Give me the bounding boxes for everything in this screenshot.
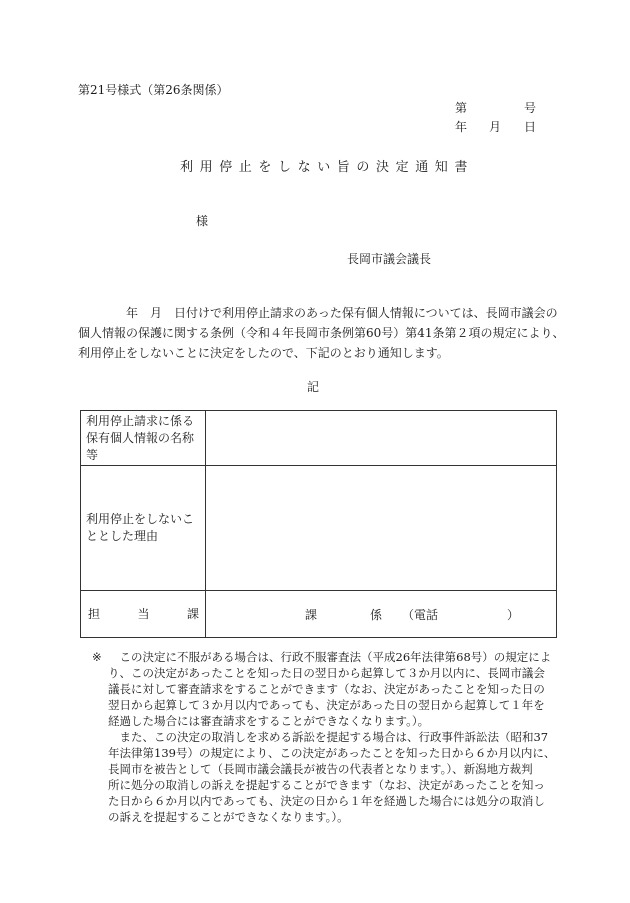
note-line: り、この決定があったことを知った日の翌日から起算して３か月以内に、長岡市議会: [108, 666, 545, 680]
note-line: の訴えを提起することができなくなります。）。: [108, 810, 349, 824]
note-line: 年法律第139号）の規定により、この決定があったことを知った日から６か月以内に、: [108, 746, 556, 760]
note-line: この決定に不服がある場合は、行政不服審査法（平成26年法律第68号）の規定によ: [108, 650, 552, 664]
date-month-label: 月: [489, 120, 502, 134]
sender-name: 長岡市議会議長: [347, 252, 432, 266]
body-paragraph: [78, 303, 565, 363]
remedy-note: [92, 649, 562, 825]
note-line: 所に処分の取消しの訴えを提起することができます（なお、決定があったことを知っ: [108, 778, 545, 792]
reason-label: 利用停止をしないこ ととした理由: [81, 466, 206, 591]
note-mark: ※: [92, 650, 102, 664]
section-label: 課: [305, 608, 318, 622]
info-name-value: [206, 411, 557, 466]
note-line: 議長に対して審査請求をすることができます（なお、決定があったことを知った日の: [108, 682, 545, 696]
addressee-suffix: 様: [196, 214, 209, 228]
reason-value: [206, 466, 557, 591]
table-row: [81, 411, 557, 466]
department-value: [206, 591, 557, 638]
body-line: 年 月 日付けで利用停止請求のあった保有個人情報については、長岡市議会の: [78, 306, 558, 320]
body-line: 個人情報の保護に関する条例（令和４年長岡市条例第60号）第41条第２項の規定により、: [78, 326, 565, 340]
kakari-label: 係: [370, 608, 383, 622]
note-line: 経過した場合には審査請求をすることができなくなります。）。: [108, 714, 430, 728]
body-line: 利用停止をしないことに決定をしたので、下記のとおり通知します。: [78, 346, 449, 360]
note-line: た日から６か月以内であっても、決定の日から１年を経過した場合には処分の取消し: [108, 794, 545, 808]
info-table: [80, 410, 557, 638]
table-row: [81, 591, 557, 638]
phone-label: （電話: [402, 608, 439, 622]
ki-heading: 記: [307, 380, 320, 394]
note-line: 長岡市を被告として（長岡市議会議長が被告の代表者となります。）、新潟地方裁判: [108, 762, 533, 776]
document-number-suffix: 号: [524, 101, 537, 115]
note-line: また、この決定の取消しを求める訴訟を提起する場合は、行政事件訴訟法（昭和37: [108, 730, 549, 744]
department-label: 担 当 課: [81, 591, 206, 638]
info-name-label: 利用停止請求に係る 保有個人情報の名称 等: [81, 411, 206, 466]
document-title: 利用停止をしない旨の決定通知書: [180, 160, 475, 175]
document-number-label: 第: [455, 101, 468, 115]
date-year-label: 年: [455, 120, 468, 134]
note-line: 翌日から起算して３か月以内であっても、決定があった日の翌日から起算して１年を: [108, 698, 545, 712]
table-row: [81, 466, 557, 591]
phone-close-paren: ）: [507, 608, 520, 622]
form-number: 第21号様式（第26条関係）: [78, 83, 229, 97]
date-day-label: 日: [524, 120, 537, 134]
